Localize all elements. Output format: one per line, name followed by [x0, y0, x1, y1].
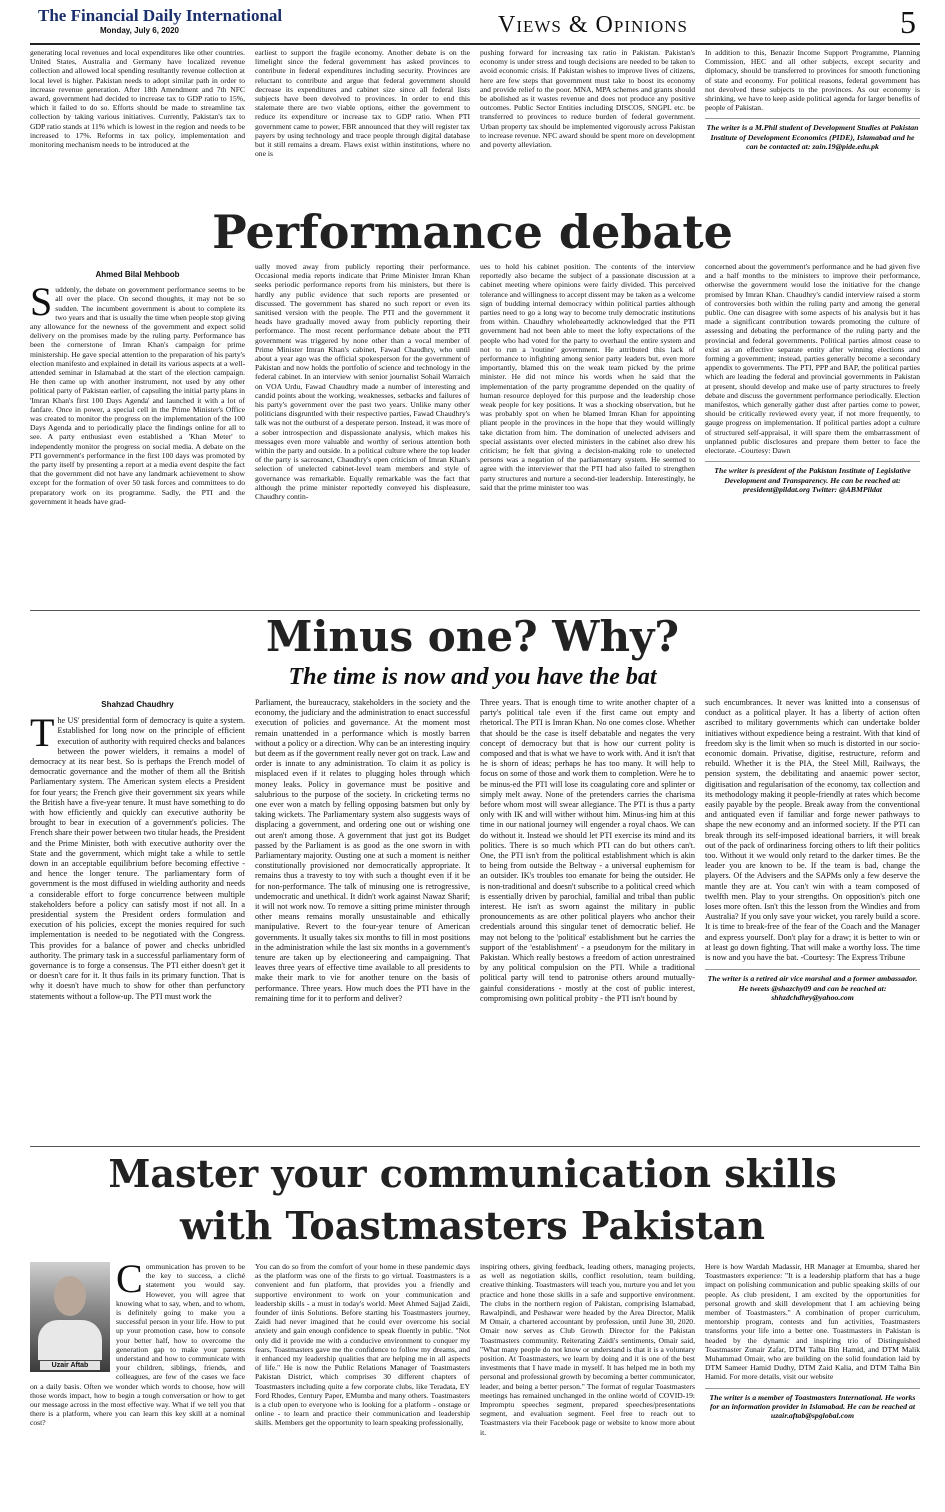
article3-col-4 — [705, 1262, 920, 1504]
author-photo — [30, 1262, 110, 1372]
article2-dropcap: T — [30, 710, 55, 756]
article1-dropcap: S — [30, 279, 53, 325]
article2-col-4 — [705, 698, 920, 1143]
article2-col-4-text: such encumbrances. It never was knitted into a consensus of conduct as a political player. It has a liberty of action often ascribed to military governments which can undertake bolder initiatives without expedience being a restraint. With that kind of freedom sky is the limit when so much is distorted in our socio-economic domain. Privatise, digitise, restructure, reform and rebuild. Whether it is the PIA, the Steel Mill, Railways, the pension system, the debilitating and anaemic power sector, digitisation and regularisation of the economy, tax collection and its methodology making it people-friendly at rates which become easily payable by the people. Break away from the conventional and antiquated even if familiar and forge newer pathways to shape the new economy and an informed society. If the PTI can break through its self-imposed ideational barriers, it will break out of the pack of ordinariness forcing others to lift their politics too. Without it we would only retard to the darker times. Be the leader you are known to be. If the team is bad, change the players. Of the Advisers and the SAPMs only a few deserve the mantle they are at. You can't win with a team composed of twelfth men. Play to your strengths. On opposition's pitch one loses more often. Isn't this the lesson from the Windies and from Australia? If you only save your wicket, you rarely build a score. It is time to break-free of the fear of the Coach and the Manager and express yourself. Don't play for a draw; it is better to win or at least go down fighting. That will make a worthy loss. The time is now and you have the bat. -Courtesy: The Express Tribune — [705, 698, 920, 963]
article1-col-1-text: uddenly, the debate on government performance seems to be all over the place. On second thoughts, it may not be so sudden. The incumbent government is about to complete its two years and that is usually the time when people stop giving any allowance for the newness of the government and expect solid delivery on the promises made by the ruling party. Performance has been the cornerstone of Imran Khan's campaign for prime ministership. He gave special attention to the preparation of his party's election manifesto and explained in detail its various aspects at a well-attended seminar in Islamabad at the start of the election campaign. He then came up with another instrument, not used by any other political party of Pakistan earlier, of capsuling the initial party plans in 'Imran Khan's first 100 Days Agenda' and launched it with a lot of fanfare. Once in power, a special cell in the Prime Minister's Office was created to monitor the progress on the implementation of the 100 Days Agenda and to periodically place the findings online for all to see. A party enthusiast even established a 'Khan Meter' to independently monitor the progress on social media. A debate on the PTI government's performance in the first 100 days was promoted by the party itself by presenting a report at a media event despite the fact that the government did not have any landmark achievement to show except for the formation of over 50 task forces and committees to do preparatory work on its programme. Sadly, the PTI and the government it heads have grad- — [30, 285, 245, 506]
article3-col-2: You can do so from the comfort of your home in these pandemic days as the platform was one of the firsts to go virtual. Toastmasters is a convenient and fun platform, that provides you a friendly and supportive environment to work on your communication and leadership skills - a must in today's world. Meet Ahmed Sajjad Zaidi, founder of iinis Solutions. Before starting his Toastmasters journey, Zaidi had never imagined that he could ever overcome his social anxiety and gain enough confidence to speak fluently in public. "Not only did it provide me with a conducive environment to conquer my fears, Toastmasters gave me the confidence to follow my dreams, and it enhanced my leadership qualities that are helping me in all aspects of life." He is now the Public Relations Manager of Toastmasters Pakistan District, which comprises 30 different chapters of Toastmasters including quite a few corporate clubs, like Teradata, EY Ford Rhodes, Century Paper, EMumba and many others. Toastmasters is a club open to everyone who is looking for a platform - onstage or online - to learn and practice their communication and leadership skills. Members get the opportunity to learn speaking professionally, — [255, 1262, 470, 1428]
article2-col-2: Parliament, the bureaucracy, stakeholders in the society and the economy, the judiciary and the administration to enact successful execution of policies and governance. At the moment most remain unattended in a performance which is mostly barren without a policy or a direction. Why can be an interesting inquiry but deem as if the government really never got on track. Law and order is innate to any administration. To claim it as policy is misplaced even if it relates to plugging holes through which money leaks. Policy in governance must be positive and salubrious to the purpose of the society. In cricketing terms no one ever won a match by felling opposing batsmen but only by taking wickets. The Parliamentary system also suggests ways of displacing a government, and ordering one out or wishing one out aren't among those. A government that just got its Budget passed by the Parliament is as good as the one sworn in with Parliamentary majority. Ousting one at such a moment is neither constitutionally provisioned nor democratically appropriate. It remains thus a travesty to toy with such a thought even if it be for non-performance. The talk of minusing one is retrogressive, undemocratic and unethical. It didn't work against Nawaz Sharif; it will not work now. To remove a sitting prime minister through other means remains morally unsustainable and ethically manipulative. Revert to the four-year tenure of American governments. It usually takes six months to fill in most positions in the administration while the last six months in a government's tenure are taken up by electioneering and campaigning. That leaves three years of effective time available to all presidents to make their mark to vie for another tenure on the basis of performance. Three years. How much does the PTI have in the remaining time for it to perform and deliver? — [255, 698, 470, 1003]
article1-col-1 — [30, 262, 245, 607]
article3-col-1 — [30, 1262, 245, 1504]
article3-col-1-text: ommunication has proven to be the key to success, a cliché statement you would say. However, you will agree that knowing what to say, when, and to whom, is definitely going to make you a successful person in your life. How to put up your promotion case, how to console your better half, how to overcome the generation gap to make your parents understand and how to communicate with your children, siblings, friends, and colleagues, are few of the cases we face on a daily basis. Often we wonder which words to choose, how will those words impact, how to begin a tough conversation or how to get our message across in the most effective way. What if we tell you that there is a platform, where you can learn this key skill at a nominal cost? — [30, 1262, 245, 1428]
divider-rule — [30, 1146, 920, 1147]
article3-col-4-text: Here is how Wardah Madassir, HR Manager at Emumba, shared her Toastmasters experience: "It is a leadership platform that has a huge impact on polishing communication and public speaking skills of our people. As club president, I am excited by the opportunities for personal growth and skill development that I am achieving being member of Toastmasters." A combination of proper curriculum, mentorship program, contests and fun activities, Toastmasters transforms your life into a better one. Toastmasters in Pakistan is headed by the dynamic and inspiring trio of Distinguished Toastmaster Zunair Zafar, DTM Talha Bin Hamid, and DTM Malik Muhammad Omair, who are building on the solid foundation laid by DTM Sameer Hamid Dudhy, DTM Zaid Kalia, and DTM Talha Bin Hamid. For more details, visit our website — [705, 1262, 920, 1382]
article1-col-4-text: concerned about the government's performance and he had given five and a half months to the ministers to improve their performance, otherwise the government would lose the initiative for the change promised by Imran Khan. Chaudhry's candid interview raised a storm of controversies both within the ruling party and among the general public. One can disagree with some aspects of his analysis but it has made a significant contribution towards promoting the culture of assessing and debating the performance of the ruling party and the provincial and federal governments. Political parties almost cease to exist as an effective separate entity after winning elections and forming a government; instead, parties generally become a secondary appendix to governments. The PTI, PPP and BAP, the political parties which are leading the federal and provincial governments in Pakistan at present, should develop and make use of party structures to freely debate and discuss the government performance periodically. Election manifestos, which generally gather dust after parties come to power, should be critically reviewed every year, if not more frequently, to gauge progress on implementation. If political parties adopt a culture of structured self-appraisal, it will spare them the embarrassment of unplanned public disclosures and prepare them better to face the electorate. -Courtesy: Dawn — [705, 262, 920, 456]
article2-subhead: The time is now and you have the bat — [288, 664, 657, 690]
author-photo-body — [38, 1320, 102, 1360]
newspaper-title: The Financial Daily International — [38, 6, 283, 25]
author-photo-face — [54, 1276, 86, 1316]
top-article-col-4-text: In addition to this, Benazir Income Support Programme, Planning Commission, HEC and all other subjects, except security and diplomacy, should be transferred to provinces for smooth functioning of state and economy. For political reasons, federal government has not devolved these subjects to the provinces. As our economy is shrinking, we have to keep aside political agenda for larger benefits of people of Pakistan. — [705, 48, 920, 113]
top-article-col-3: pushing forward for increasing tax ratio in Pakistan. Pakistan's economy is under stress and tough decisions are needed to be taken to avoid economic crisis. If Pakistan wishes to improve lives of citizens, here are few steps that government must take to boost its economy and provide relief to the poor. MNA, MPA schemes and grants should be abolished as it wastes revenue and does not produce any positive outcomes. Public Sector Entities including DISCOS, SNGPL etc. be transferred to provinces to reduce burden of federal government. Urban property tax should be implemented vigorously across Pakistan to increase revenue. NFC award should be spent more on development and poverty alleviation. — [480, 48, 695, 150]
article2-col-3: Three years. That is enough time to write another chapter of a party's political tale even if the first came out empty and rhetorical. The PTI is Imran Khan. No one comes close. Whether that should be the case is itself debatable and negates the very concept of democracy but that is how our current polity is composed and that is what we have to work with. And it isn't that he is shorn of ideas; perhaps he has too many. It will help to focus on some of those and work them to completion. Were he to be minus-ed the PTI will lose its coagulating core and splinter or simply melt away. None of the pretenders carries the charisma before whom most will swear allegiance. The PTI is thus a party only with IK and will wither without him. Minus-ing him at this time in our national journey will engender a royal chaos. We can do without it. Instead we should let PTI exercise its mind and its politics. There is so much which PTI can do but others can't. One, the PTI isn't from the political establishment which is akin to being from outside the Beltway - a universal euphemism for an outsider. IK's troubles too emanate for being the outsider. He is non-traditional and doesn't subscribe to a political creed which is essentially driven by parochial, familial and tribal than public interest. He isn't as sworn against the military in public pronouncements as are other political players who anchor their credentials around this singular tenet of democratic belief. He may not belong to the 'political' establishment but he carries the support of the 'establishment' - a pseudonym for the military in Pakistan. Which really bestows a freedom of action unrestrained by any political compulsion on the PTI. While a traditional political party will tend to patronise others around mutually-gainful considerations - mostly at the cost of public interest, compromising own political probity - the PTI isn't bound by — [480, 698, 695, 1003]
article3-headline: Master your communication skills with Toastmasters Pakistan — [108, 1151, 837, 1248]
divider-rule — [30, 610, 920, 611]
article3-author-bio: The writer is a member of Toastmasters International. He works for an information provider in Islamabad. He can be reached at uzair.aftab@spglobal.com — [705, 1388, 920, 1421]
article2-headline: Minus one? Why? — [265, 612, 679, 661]
article1-body — [30, 262, 920, 607]
article3-col-3: inspiring others, giving feedback, leading others, managing projects, as well as negotiation skills, conflict resolution, team building, creative thinking. Toastmasters will teach you, nurture you and let you practice and hone those skills in a safe and supportive environment. The clubs in the northern region of Pakistan, comprising Islamabad, Rawalpindi, and Peshawar were headed by the Area Director, Malik M Omair, a chartered accountant by profession, until June 30, 2020. Omair now serves as Club Growth Director for the Pakistan Toastmasters community. Reiterating Zaidi's sentiments, Omair said, "What many people do not know or understand is that it is a voluntary position. At Toastmasters, we learn by doing and it is one of the best investments that I have made in myself. It has helped me in both my personal and professional growth by becoming a better communicator, leader, and being a better person." The format of regular Toastmasters meetings has remained unchanged in the online world of COVID-19: Impromptu speeches segment, prepared speeches/presentations segment, and evaluation segment. Feel free to reach out to Toastmasters via their Facebook page or website to know more about it. — [480, 1262, 695, 1437]
top-article-col-4 — [705, 48, 920, 198]
article1-col-3: ues to hold his cabinet position. The contents of the interview reportedly also became the subject of a passionate discussion at a cabinet meeting where opinions were fairly divided. This perceived tolerance and willingness to accept dissent may be taken as a welcome sign of budding internal democracy within political parties although parties need to go a long way to become truly democratic institutions from within. Chaudhry wholeheartedly acknowledged that the PTI government had not been able to meet the lofty expectations of the people who had voted for the party to overhaul the entire system and not to run a 'routine' government. He attributed this lack of performance to infighting among senior party leaders but, even more importantly, blamed this on the weak team picked by the prime minister. He did not mince his words when he said that the implementation of the party programme depended on the quality of human resource deployed for this purpose and the leadership chose weak people for key positions. It was a shocking observation, but he was probably spot on when he blamed Imran Khan for appointing pliant people in the provinces in the hope that they would willingly take dictation from him. The domination of unelected advisers and special assistants over elected ministers in the cabinet also drew his criticism; he felt that giving a decision-making role to unelected persons was a negation of the parliamentary system. He seemed to agree with the interviewer that the PTI had also failed to strengthen party structures and nurture a second-tier leadership. Interestingly, he said that the prime minister too was — [480, 262, 695, 492]
article2-author-bio: The writer is a retired air vice marshal and a former ambassador. He tweets @shazchy09 and can be reached at: shhzdchdhry@yahoo.com — [705, 969, 920, 1002]
top-article-author-bio: The writer is a M.Phil student of Development Studies at Pakistan Institute of Development Economics (PIDE), Islamabad and he can be contacted at: zain.19@pide.edu.pk — [705, 118, 920, 151]
top-article — [30, 48, 920, 198]
article2-author: Shahzad Chaudhry — [101, 700, 174, 709]
issue-date: Monday, July 6, 2020 — [100, 26, 179, 35]
article1-author-bio: The writer is president of the Pakistan Institute of Legislative Development and Transparency. He can be reached at: president@pildat.org Twitter: @ABMPildat — [705, 461, 920, 494]
article1-col-2: ually moved away from publicly reporting their performance. Occasional media reports indicate that Prime Minister Imran Khan seeks periodic performance reports from his ministers, but there is hardly any public evidence that such reports are presented or discussed. The government has shared no such report or even its sanitised version with the people. The PTI and the government it heads have gradually moved away from publicly reporting their performance. The most recent performance debate about the PTI government was triggered by none other than a vocal member of Prime Minister Imran Khan's cabinet, Fawad Chaudhry, who until about a year ago was the official spokesperson for the government of Pakistan and now holds the portfolio of science and technology in the federal cabinet. In an interview with senior journalist Sohail Warraich on VOA Urdu, Fawad Chaudhry made a number of interesting and candid points about the working, weaknesses, setbacks and failures of his party's government over the past two years. Unlike many other politicians disgruntled with their respective parties, Fawad Chaudhry's talk was not the outburst of a desperate person. Instead, it was more of a sober introspection and dispassionate analysis, which makes his messages even more valuable and worthy of serious attention both within the party and outside. In a political culture where the top leader of the party is sacrosanct, Chaudhry's open criticism of Imran Khan's selection of unelected cabinet-level team members and style of governance was remarkable. Equally remarkable was the fact that although the prime minister reportedly conveyed his displeasure, Chaudhry contin- — [255, 262, 470, 502]
masthead — [30, 6, 920, 42]
top-article-col-1: generating local revenues and local expenditures like other countries. United States, Australia and Germany have localized revenue collection and allowed local spending resultantly revenue collection at local level is higher. Pakistan needs to adopt similar path in order to increase revenue generation. After 18th Amendment and 7th NFC award, government had decided to increase tax to GDP ratio to 15%, which it failed to do so. Efforts should be made to streamline tax collection by taking various initiatives. Currently, Pakistan's tax to GDP ratio stands at 11% which is lowest in the region and needs to be increased to 17%. Reforms in tax policy, implementation and monitoring mechanism needs to be introduced at the — [30, 48, 245, 150]
article1-author: Ahmed Bilal Mehboob — [95, 270, 180, 279]
section-title: Views & Opinions — [498, 12, 688, 38]
page-number: 5 — [900, 4, 916, 40]
top-article-col-2: earliest to support the fragile economy. Another debate is on the limelight since the federal government has asked provinces to contribute in federal expenditures including security. Provinces are reluctant to contribute and argue that federal government should decrease its expenditures and cabinet size since all federal lists subjects have been devolved to provinces. In order to end this stalemate there are two viable options, either the government to reduce its expenditure or increase tax to GDP ratio. When PTI government came to power, FBR announced that they will register tax payers by using technology and trace people through digital database but it still remains a dream. Flaws exist within institutions, where no one is — [255, 48, 470, 159]
article3-dropcap: C — [116, 1262, 143, 1301]
article2-body — [30, 698, 920, 1143]
article2-col-1-text: he US' presidential form of democracy is quite a system. Established for long now on the principle of efficient execution of authority with required checks and balances between the power wielders, it remains a model of democracy at its near best. So is perhaps the French model of democratic governance and the mother of them all the British Parliamentary system. The American system elects a President for four years; the French give their government six years while the British have a five-year tenure. It must have something to do with how efficiently and quickly can executive authority be brought to bear in execution of a government's policies. The French share their power between two titular heads, the President and the Prime Minister, both with executive authority over the State and the government, which might take a while to settle down in an acceptable equilibrium before becoming effective - and hence the longer tenure. The parliamentary form of government is the most diffused in wielding authority and needs a considerable effort to forge concurrence between multiple stakeholders before a policy can satisfy most if not all. In a presidential system the President orders formulation and execution of his policies, except the monies required for such implementation is needed to be negotiated with the Congress. This provides for a balance of power and checks unbridled authority. The primary task in a successful parliamentary form of governance is to forge a consensus. The PTI either doesn't get it or doesn't care for it. It thus fails in its primary function. That is why it doesn't have much to show for other than perfunctory statements without a follow-up. The PTI must work the — [30, 716, 245, 1001]
article1-col-4 — [705, 262, 920, 607]
masthead-rule — [30, 43, 920, 45]
author-photo-caption: Uzair Aftab — [40, 1361, 100, 1370]
article2-col-1 — [30, 698, 245, 1143]
article3-body — [30, 1262, 920, 1504]
article1-headline: Performance debate — [212, 205, 733, 259]
